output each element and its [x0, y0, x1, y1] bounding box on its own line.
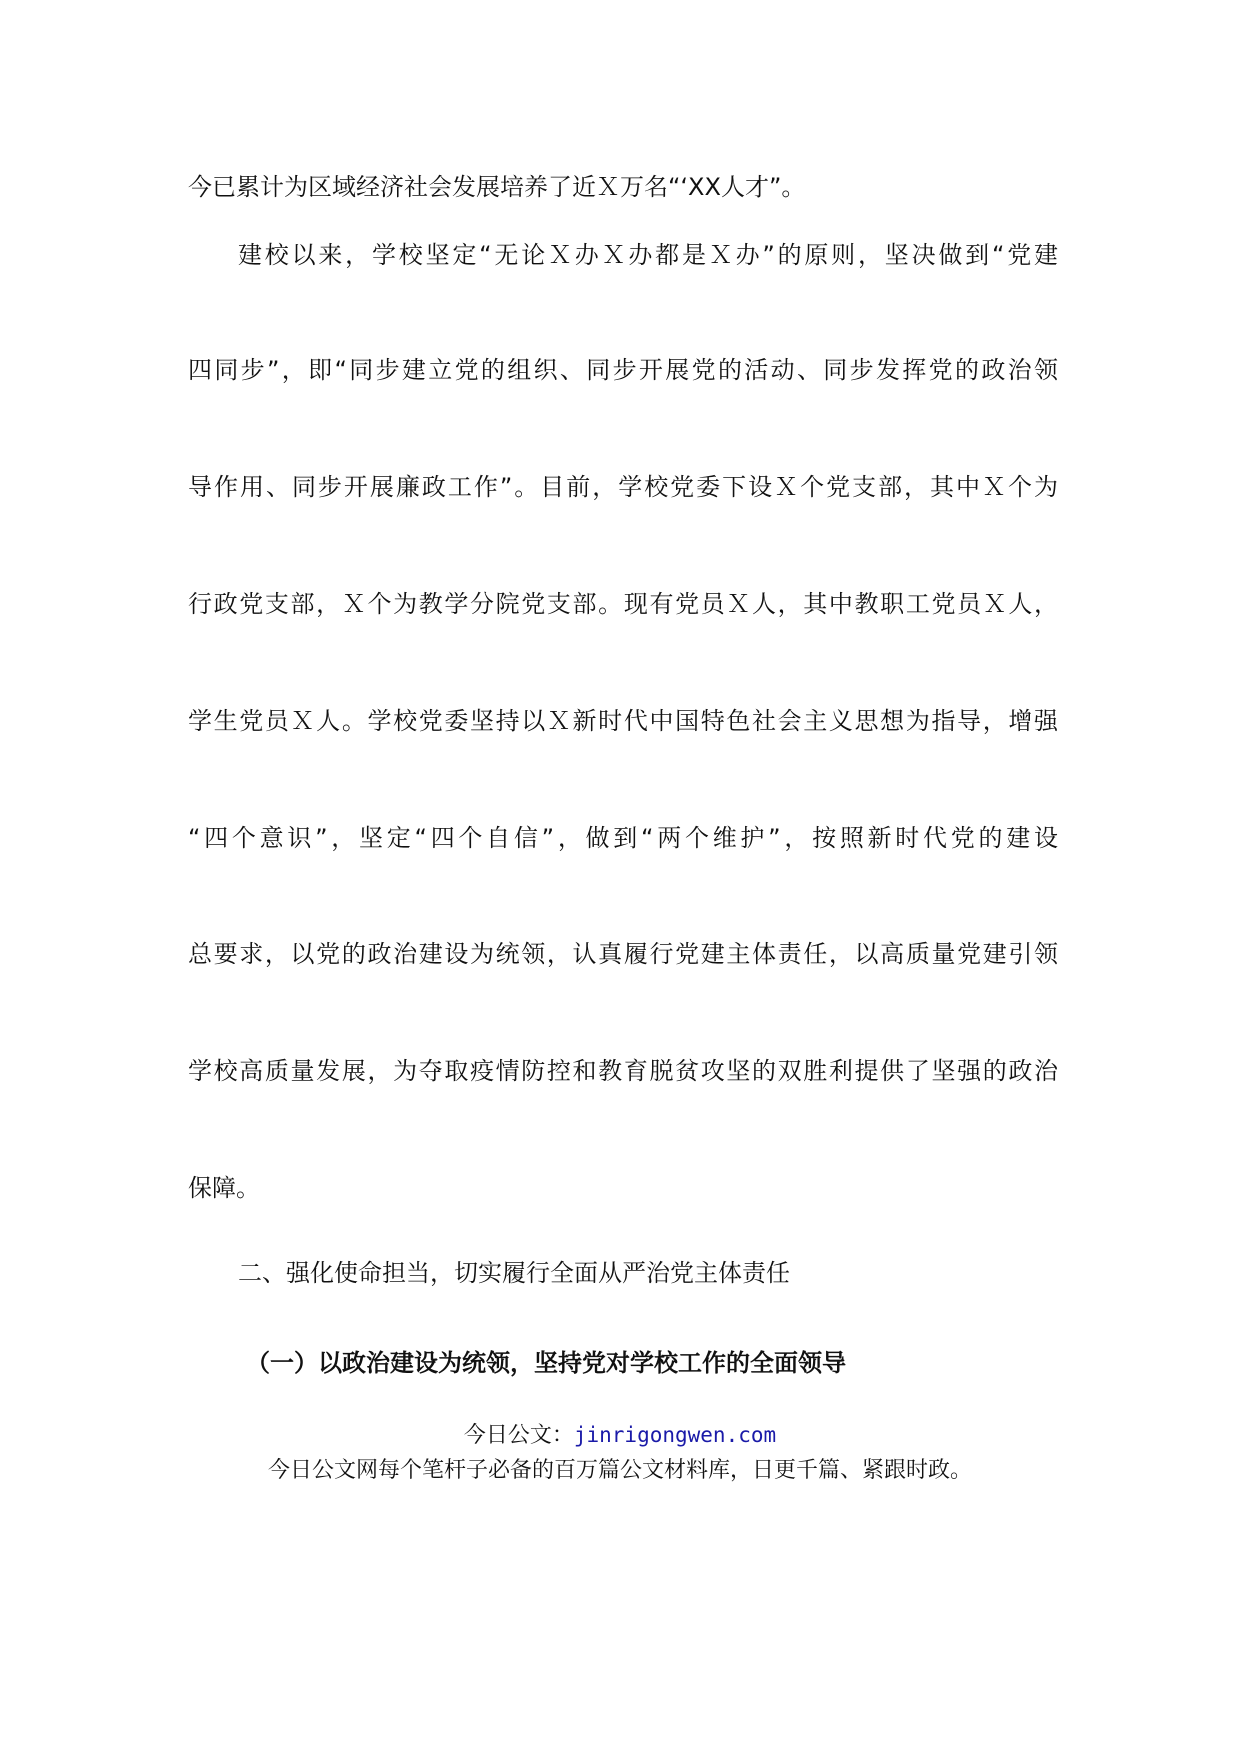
paragraph-line-4: 导作用、同步开展廉政工作”。目前，学校党委下设Ｘ个党支部，其中Ｘ个为	[188, 473, 1058, 501]
footer-site-link[interactable]: jinrigongwen.com	[573, 1423, 777, 1447]
footer-site-label: 今日公文：	[463, 1423, 574, 1448]
paragraph-line-1: 今已累计为区域经济社会发展培养了近Ｘ万名“‘XX人才”。	[188, 173, 806, 201]
subsection-heading: （一）以政治建设为统领，坚持党对学校工作的全面领导	[246, 1349, 846, 1377]
footer-tagline: 今日公文网每个笔杆子必备的百万篇公文材料库，日更千篇、紧跟时政。	[267, 1458, 972, 1483]
paragraph-line-7: “四个意识”，坚定“四个自信”，做到“两个维护”，按照新时代党的建设	[188, 824, 1058, 852]
paragraph-line-2: 建校以来，学校坚定“无论Ｘ办Ｘ办都是Ｘ办”的原则，坚决做到“党建	[238, 241, 1058, 269]
paragraph-line-8: 总要求，以党的政治建设为统领，认真履行党建主体责任，以高质量党建引领	[188, 940, 1058, 968]
paragraph-line-10: 保障。	[188, 1174, 260, 1202]
paragraph-line-6: 学生党员Ｘ人。学校党委坚持以Ｘ新时代中国特色社会主义思想为指导，增强	[188, 707, 1058, 735]
footer-site-line	[0, 1420, 1240, 1451]
paragraph-line-3: 四同步”，即“同步建立党的组织、同步开展党的活动、同步发挥党的政治领	[188, 356, 1058, 384]
paragraph-line-5: 行政党支部，Ｘ个为教学分院党支部。现有党员Ｘ人，其中教职工党员Ｘ人，	[188, 590, 1058, 618]
paragraph-line-9: 学校高质量发展，为夺取疫情防控和教育脱贫攻坚的双胜利提供了坚强的政治	[188, 1057, 1058, 1085]
section-heading: 二、强化使命担当，切实履行全面从严治党主体责任	[238, 1259, 790, 1287]
